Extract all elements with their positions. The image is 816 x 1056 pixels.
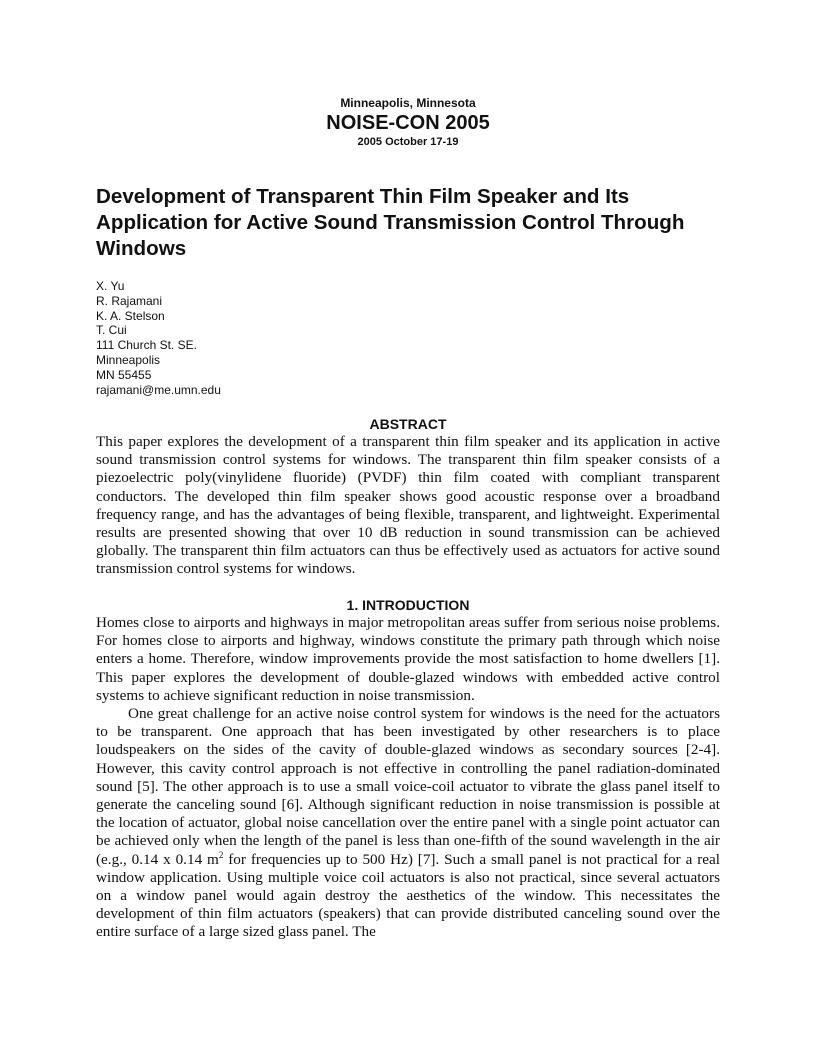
author-email: rajamani@me.umn.edu	[96, 382, 221, 397]
author-block	[96, 279, 221, 397]
introduction-paragraph-2	[96, 705, 720, 942]
address-line: 111 Church St. SE.	[96, 338, 197, 353]
introduction-body	[96, 614, 720, 942]
author-name: R. Rajamani	[96, 293, 163, 308]
author-name: K. A. Stelson	[96, 308, 165, 323]
introduction-paragraph-1: Homes close to airports and highways in major metropolitan areas suffer from serious noise problems. For homes close to airports and highway, windows constitute the primary path through which noise enters a home. Therefore, window improvements provide the most satisfaction to home dwellers [1]. This paper explores the development of double-glazed windows with embedded active control systems to achieve significant reduction in noise transmission.	[96, 614, 720, 704]
address-line: MN 55455	[96, 367, 152, 382]
address-line: Minneapolis	[96, 352, 161, 367]
superscript-exponent: 2	[218, 849, 224, 860]
author-name: X. Yu	[96, 279, 125, 293]
conference-date: 2005 October 17-19	[357, 136, 459, 148]
paragraph-2-text-before: One great challenge for an active noise control system for windows is the need for the actuators to be transparent. One approach that has been investigated by other researchers is to place loudspeakers on the sides of the cavity of double-glazed windows as secondary sources [2-4]. However, this cavity control approach is not effective in controlling the panel radiation-dominated sound [5]. The other approach is to use a small voice-coil actuator to vibrate the glass panel itself to generate the canceling sound [6]. Although significant reduction in noise transmission is possible at the location of actuator, global noise cancellation over the entire panel with a single point actuator can be achieved only when the length of the panel is less than one-fifth of the sound wavelength in the air (e.g., 0.14 x 0.14 m	[96, 705, 720, 868]
abstract-heading: ABSTRACT	[369, 416, 447, 432]
abstract-paragraph: This paper explores the development of a transparent thin film speaker and its application in active sound transmission control systems for windows. The transparent thin film speaker consists of a piezoelectric poly(vinylidene fluoride) (PVDF) thin film coated with compliant transparent conductors. The developed thin film speaker shows good acoustic response over a broadband frequency range, and has the advantages of being flexible, transparent, and lightweight. Experimental results are presented showing that over 10 dB reduction in sound transmission can be achieved globally. The transparent thin film actuators can thus be effectively used as actuators for active sound transmission control systems for windows.	[96, 433, 720, 578]
abstract-body	[96, 433, 720, 579]
conference-name: NOISE-CON 2005	[326, 112, 490, 134]
conference-location: Minneapolis, Minnesota	[340, 96, 476, 110]
introduction-heading: 1. INTRODUCTION	[346, 597, 470, 613]
paper-title: Development of Transparent Thin Film Speaker and Its Application for Active Sound Transmission Control Through Windows	[96, 185, 685, 260]
paragraph-2-text-after: for frequencies up to 500 Hz) [7]. Such a small panel is not practical for a real window application. Using multiple voice coil actuators is also not practical, since several actuators on a window panel would again destroy the aesthetics of the window. This necessitates the development of thin film actuators (speakers) that can provide distributed canceling sound over the entire surface of a large sized glass panel. The	[96, 850, 720, 941]
author-name: T. Cui	[96, 323, 127, 338]
